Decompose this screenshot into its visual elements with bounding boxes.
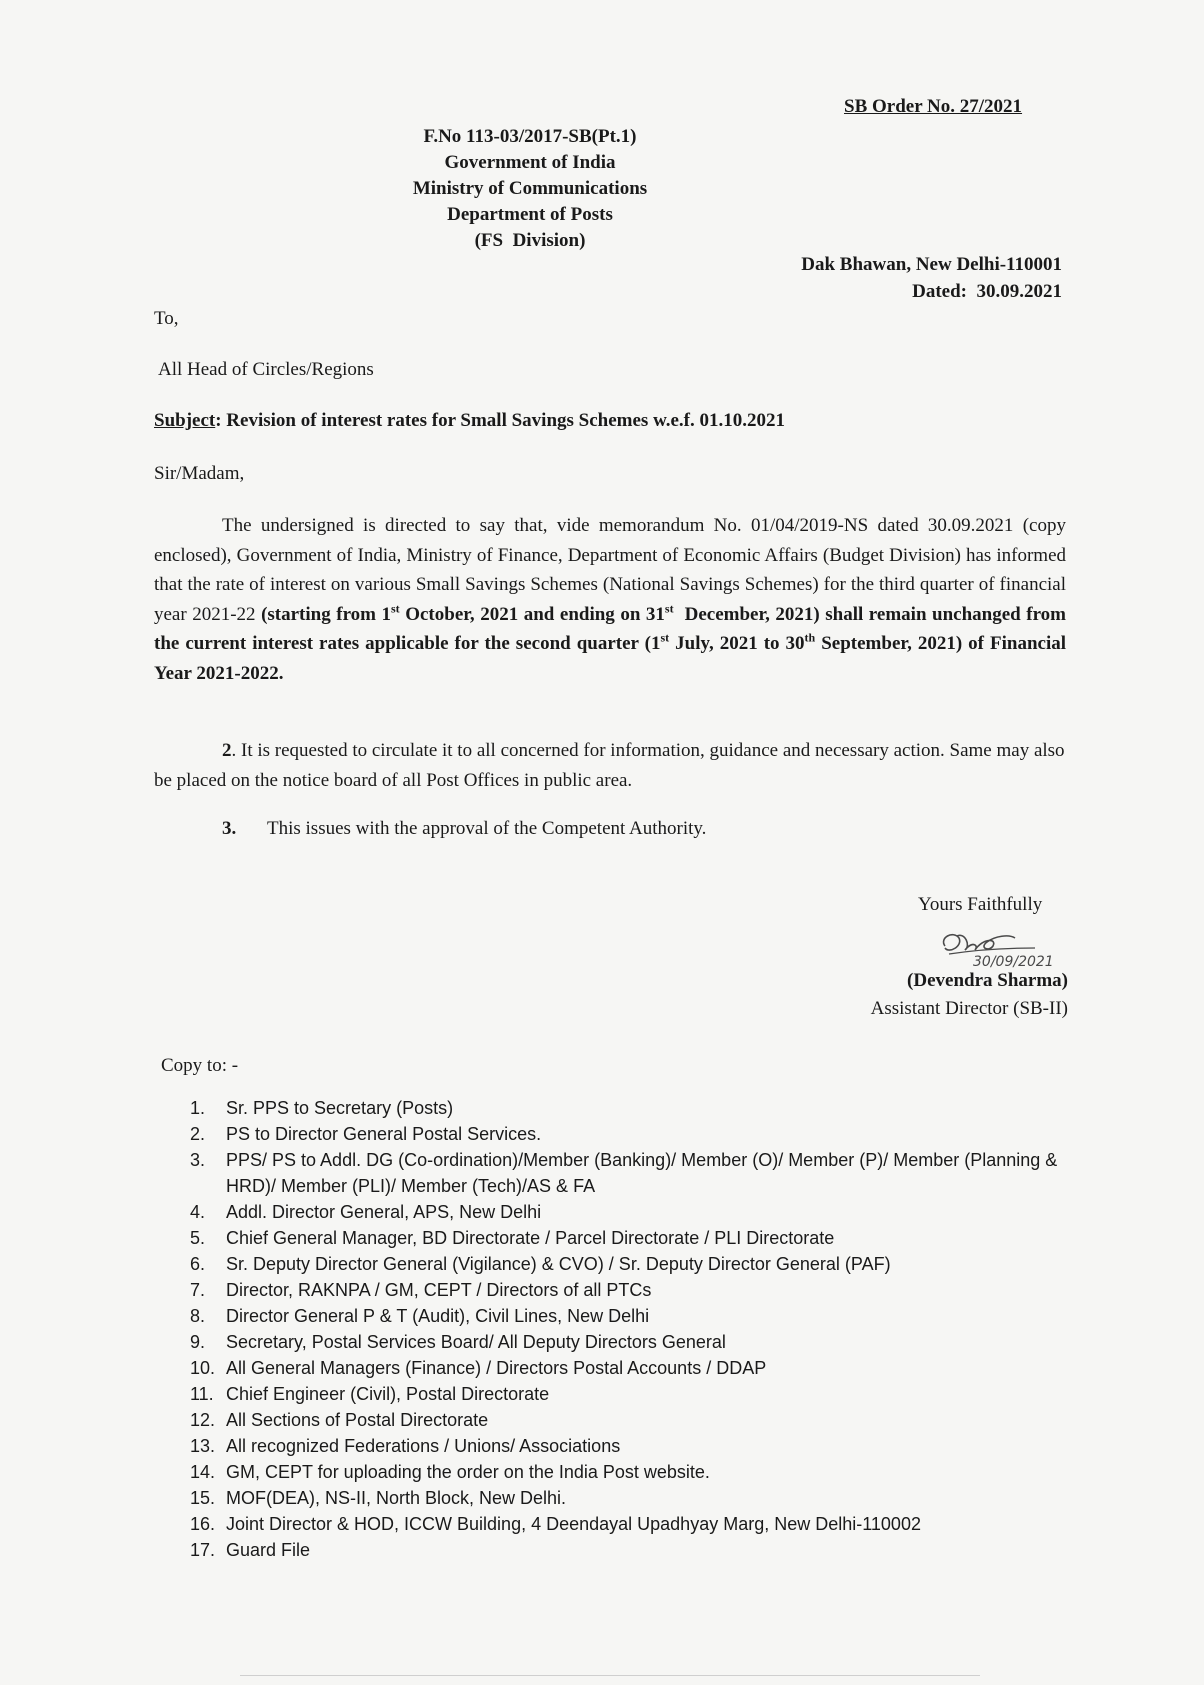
to-line: To, — [154, 308, 179, 329]
government-name: Government of India — [444, 152, 616, 173]
list-item: 15. MOF(DEA), NS-II, North Block, New Delhi. — [190, 1488, 567, 1508]
list-item: 8. Director General P & T (Audit), Civil Lines, New Delhi — [190, 1306, 650, 1326]
list-item: 7. Director, RAKNPA / GM, CEPT / Directors of all PTCs — [190, 1280, 652, 1300]
list-item: 14. GM, CEPT for uploading the order on the India Post website. — [190, 1462, 710, 1482]
letterhead — [360, 124, 700, 254]
closing: Yours Faithfully — [918, 894, 1043, 915]
para1-bold-c: December, 2021) shall remain unchanged from the current interest rates applicable for the second quarter (1 — [154, 603, 1071, 655]
para1-sup-b: st — [664, 601, 674, 616]
signer-title: Assistant Director (SB-II) — [870, 998, 1068, 1019]
list-item: 4. Addl. Director General, APS, New Delhi — [190, 1202, 542, 1222]
subject-line — [154, 410, 785, 432]
para3-number: 3. — [222, 818, 237, 839]
para1-bold-a: (starting from 1 — [261, 603, 392, 625]
recipient: All Head of Circles/Regions — [158, 359, 374, 380]
paragraph-1 — [154, 511, 1071, 689]
para2-number: 2 — [222, 740, 232, 761]
paragraph-3 — [222, 818, 706, 840]
copy-to-list — [190, 1095, 1070, 1563]
list-item: 9. Secretary, Postal Services Board/ All Deputy Directors General — [190, 1332, 726, 1352]
order-number: SB Order No. 27/2021 — [844, 96, 1023, 117]
address-block — [801, 251, 1062, 305]
subject-label: Subject — [154, 410, 216, 431]
page-edge-rule — [240, 1675, 980, 1676]
para1-sup-a: st — [391, 601, 400, 616]
copy-to-label: Copy to: - — [161, 1055, 239, 1076]
list-item: 17. Guard File — [190, 1540, 311, 1560]
division-name: (FS Division) — [474, 230, 586, 251]
paragraph-2 — [154, 736, 1066, 796]
list-item: 10. All General Managers (Finance) / Directors Postal Accounts / DDAP — [190, 1358, 767, 1378]
para1-bold-e: September, 2021) of Financial Year 2021-2022. — [154, 633, 1067, 684]
department-name: Department of Posts — [447, 204, 613, 225]
list-item: 12. All Sections of Postal Directorate — [190, 1410, 489, 1430]
list-item: 2. PS to Director General Postal Services. — [190, 1124, 542, 1144]
list-item: 1. Sr. PPS to Secretary (Posts) — [190, 1098, 454, 1118]
para1-bold-b: October, 2021 and ending on 31 — [399, 603, 665, 625]
subject-text: : Revision of interest rates for Small Savings Schemes w.e.f. 01.10.2021 — [215, 410, 786, 431]
salutation: Sir/Madam, — [154, 463, 245, 484]
para1-text: The undersigned is directed to say that, vide memorandum No. 01/04/2019-NS dated 30.09.2021 (copy enclosed), Government of India, Ministry of Finance, Department of Economic Affairs (Budget Division) has informed that the rate of interest on various Small Savings Schemes (National Savings Schemes) for the third quarter of financial year 2021-22 — [154, 515, 1066, 625]
para2-text: . It is requested to circulate it to all concerned for information, guidance and necessary action. Same may also be placed on the notice board of all Post Offices in public area. — [154, 740, 1065, 791]
signer-name: (Devendra Sharma) — [907, 970, 1068, 991]
ministry-name: Ministry of Communications — [412, 178, 648, 199]
para3-text: This issues with the approval of the Competent Authority. — [267, 818, 707, 839]
file-number: F.No 113-03/2017-SB(Pt.1) — [423, 126, 637, 147]
list-item: 3. PPS/ PS to Addl. DG (Co-ordination)/Member (Banking)/ Member (O)/ Member (P)/ Member (Planning & HRD)/ Member (PLI)/ Member (Tech)/AS & FA — [190, 1150, 1058, 1196]
date-line: Dated: 30.09.2021 — [912, 281, 1062, 302]
handwritten-signature — [935, 924, 1085, 972]
list-item: 5. Chief General Manager, BD Directorate / Parcel Directorate / PLI Directorate — [190, 1228, 835, 1248]
list-item: 11. Chief Engineer (Civil), Postal Directorate — [190, 1384, 550, 1404]
signature-date: 30/09/2021 — [973, 954, 1054, 970]
para1-bold-d: July, 2021 to 30 — [669, 633, 805, 655]
list-item: 6. Sr. Deputy Director General (Vigilance) & CVO) / Sr. Deputy Director General (PAF) — [190, 1254, 891, 1274]
list-item: 13. All recognized Federations / Unions/ Associations — [190, 1436, 621, 1456]
list-item: 16. Joint Director & HOD, ICCW Building, 4 Deendayal Upadhyay Marg, New Delhi-110002 — [190, 1514, 921, 1534]
para1-sup-c: st — [660, 631, 670, 646]
office-address: Dak Bhawan, New Delhi-110001 — [801, 254, 1062, 275]
para1-sup-d: th — [804, 631, 816, 646]
